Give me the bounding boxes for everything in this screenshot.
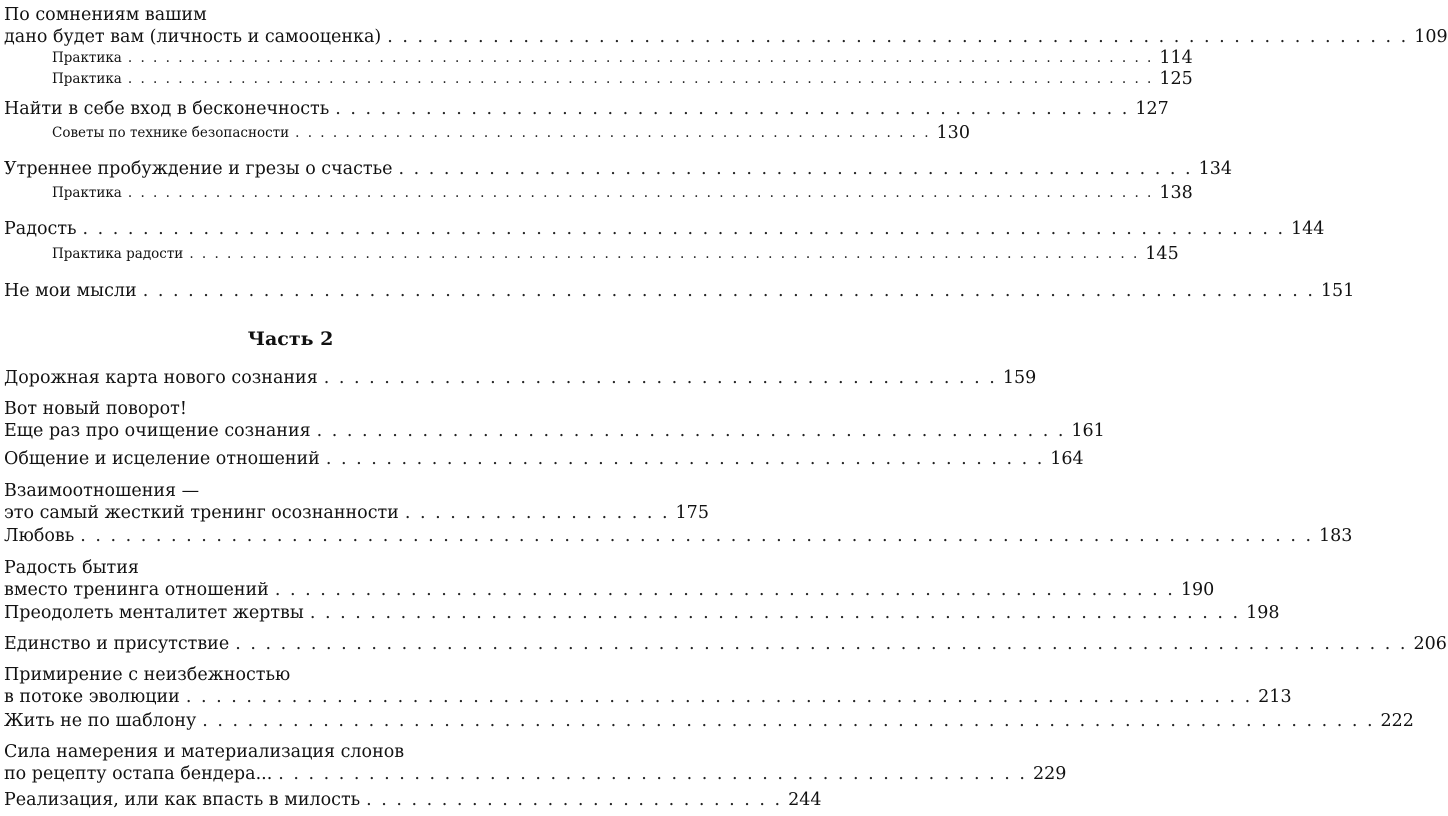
leader-dots: . . . . . . . . . . . . . . . . . . . . . . . . . . . . . . . . . . . . . . . . . . . . . . . . . . . . . . . . . . . . . . . . . . . . . . .: [185, 687, 1253, 707]
toc-entry-title: Еще раз про очищение сознания: [4, 421, 311, 441]
leader-dots: . . . . . . . . . . . . . . . . . . . . . . . . . . . . . . . . . . . . . . . . . . . . . . . . . . . . . . . . . . . . . . . . . . . . . . . . . . . . . . . . . .: [80, 526, 1314, 546]
toc-entry-title: по рецепту остапа бендера...: [4, 764, 273, 784]
part-heading: Часть 2: [247, 328, 334, 350]
toc-entry-title: Практика: [52, 50, 122, 66]
toc-page-number: 190: [1180, 580, 1215, 600]
toc-entry-title: вместо тренинга отношений: [4, 580, 269, 600]
leader-dots: . . . . . . . . . . . . . . . . . . . . . . . . . . . . . . . . . . . . . . . . . . . . . . . . . . .: [295, 125, 931, 141]
toc-entry: [4, 633, 1447, 655]
toc-entry: [4, 602, 1280, 624]
toc-entry-title: Радость: [4, 219, 77, 239]
toc-entry: [4, 710, 1414, 732]
toc-page-number: 159: [1002, 368, 1037, 388]
toc-entry-title: Радость бытия: [4, 558, 139, 578]
leader-dots: . . . . . . . . . . . . . . . . . . . . . . . . . . . . . . . . . . . . . . . . . . . . . . . . . . . . . . . . . . . . . . . . . . . . . . . . . . . . . . . .: [82, 219, 1286, 239]
toc-entry-title-line: [4, 4, 572, 26]
toc-entry-title-line: [4, 26, 1448, 48]
toc-entry-title: Жить не по шаблону: [4, 711, 197, 731]
leader-dots: . . . . . . . . . . . . . . . . . . . . . . . . . . . . . . . . . . . . . . . . . . . . . . . . . . . . . . . . . . . .: [274, 580, 1175, 600]
toc-subentry: [4, 242, 1179, 264]
toc-entry: [4, 480, 709, 524]
toc-entry: [4, 280, 1355, 302]
toc-entry-title: Преодолеть менталитет жертвы: [4, 603, 304, 623]
toc-page-number: 109: [1414, 27, 1448, 47]
toc-entry: [4, 557, 1215, 601]
toc-entry-title: По сомнениям вашим: [4, 5, 207, 25]
toc-page-number: 198: [1246, 603, 1280, 623]
toc-entry: [4, 158, 1232, 180]
toc-entry-title: Сила намерения и материализация слонов: [4, 742, 405, 762]
leader-dots: . . . . . . . . . . . . . . . . . . . . . . . . . . . . . . . . . . . . . . . . . . . . .: [323, 368, 997, 388]
toc-entry-title: Любовь: [4, 526, 75, 546]
leader-dots: . . . . . . . . . . . . . . . . . . . . . . . . . . . . . . . . . . . . . . . . . . . . . . . . . . . . .: [335, 99, 1130, 119]
toc-entry-title: Утреннее пробуждение и грезы о счастье: [4, 159, 393, 179]
toc-page-number: 138: [1159, 183, 1193, 203]
leader-dots: . . . . . . . . . . . . . . . . . . . . . . . . . . . . . . . . . . . . . . . . . . . . . . . . . . . . . . . . . . . . . .: [309, 603, 1241, 623]
toc-page-number: 229: [1032, 764, 1067, 784]
toc-page-number: 151: [1320, 281, 1355, 301]
toc-page-number: 130: [936, 123, 970, 143]
leader-dots: . . . . . . . . . . . . . . . . . . . . . . . . . . . . . . . . . . . . . . . . . . . . . . . . . . . . . . . . . . . . . . . . . . . . . . . . . . . . . . . . . .: [127, 71, 1154, 87]
toc-entry-title: Дорожная карта нового сознания: [4, 368, 318, 388]
leader-dots: . . . . . . . . . . . . . . . . . . . . . . . . . . . .: [366, 790, 783, 810]
toc-subentry: [4, 67, 1193, 89]
toc-entry-title: это самый жесткий тренинг осознанности: [4, 503, 399, 523]
toc-entry: [4, 448, 1084, 470]
toc-entry-title: Единство и присутствие: [4, 634, 230, 654]
toc-entry: [4, 218, 1325, 240]
toc-subentry: [4, 46, 1193, 68]
toc-page-number: 213: [1258, 687, 1292, 707]
toc-page-number: 244: [788, 790, 822, 810]
toc-entry-title: Примирение с неизбежностью: [4, 665, 291, 685]
leader-dots: . . . . . . . . . . . . . . . . . . . . . . . . . . . . . . . . . . . . . . . . . . . . . . . . . . . . . . . . . . . . . . . . . . . . . . . . . . . . . . . . . .: [127, 50, 1154, 66]
toc-entry-title: Практика радости: [52, 246, 184, 262]
leader-dots: . . . . . . . . . . . . . . . . . . . . . . . . . . . . . . . . . . . . . . . . . . . . . . . . . . . . . . . . . . . . . . . . . . . . . . . . . . . . . .: [142, 281, 1315, 301]
toc-entry-title: Практика: [52, 71, 122, 87]
toc-entry: [4, 98, 1169, 120]
toc-page-number: 144: [1291, 219, 1325, 239]
toc-page-number: 164: [1050, 449, 1084, 469]
leader-dots: . . . . . . . . . . . . . . . . . . . . . . . . . . . . . . . . . . . . . . . . . . . . . . . . . .: [316, 421, 1066, 441]
toc-page-number: 206: [1413, 634, 1447, 654]
toc-page-number: 125: [1159, 69, 1193, 89]
toc-page-number: 145: [1145, 244, 1179, 264]
toc-entry-title: Практика: [52, 185, 122, 201]
leader-dots: . . . . . . . . . . . . . . . . . .: [404, 503, 670, 523]
toc-page-number: 175: [675, 503, 709, 523]
toc-entry-title: Реализация, или как впасть в милость: [4, 790, 361, 810]
toc-page-number: 161: [1071, 421, 1105, 441]
toc-entry-title: Найти в себе вход в бесконечность: [4, 99, 330, 119]
toc-page-number: 127: [1135, 99, 1169, 119]
toc-subentry: [4, 181, 1193, 203]
toc-entry-title: дано будет вам (личность и самооценка): [4, 27, 382, 47]
toc-page-number: 114: [1159, 48, 1193, 68]
leader-dots: . . . . . . . . . . . . . . . . . . . . . . . . . . . . . . . . . . . . . . . . . . . . . . . . . . . . . . . . . . . . . . . . . . . . . . . . . . . . . . . . . .: [127, 185, 1154, 201]
leader-dots: . . . . . . . . . . . . . . . . . . . . . . . . . . . . . . . . . . . . . . . . . . . . . . . . . . . . . . . . . . . . . . . . . . . . . . . . . . . . . .: [235, 634, 1408, 654]
leader-dots: . . . . . . . . . . . . . . . . . . . . . . . . . . . . . . . . . . . . . . . . . . . . . . . . . . . . .: [398, 159, 1193, 179]
toc-entry-title: Не мои мысли: [4, 281, 137, 301]
toc-entry-title: Общение и исцеление отношений: [4, 449, 320, 469]
toc-subentry: [4, 121, 970, 143]
toc-entry: [4, 664, 1292, 708]
toc-entry: [4, 4, 1448, 48]
toc-entry: [4, 525, 1353, 547]
toc-entry: [4, 398, 1105, 442]
leader-dots: . . . . . . . . . . . . . . . . . . . . . . . . . . . . . . . . . . . . . . . . . . . . . . . .: [325, 449, 1045, 469]
leader-dots: . . . . . . . . . . . . . . . . . . . . . . . . . . . . . . . . . . . . . . . . . . . . . . . . . . . . . . . . . . . . . . . . . . . . . . . . . . . .: [189, 246, 1140, 262]
toc-page-number: 134: [1198, 159, 1232, 179]
leader-dots: . . . . . . . . . . . . . . . . . . . . . . . . . . . . . . . . . . . . . . . . . . . . . . . . . . . . . . . . . . . . . . . . . . . . . . . . . . . . . .: [202, 711, 1375, 731]
toc-entry: [4, 789, 822, 811]
toc-entry-title: в потоке эволюции: [4, 687, 180, 707]
toc-page-number: 183: [1319, 526, 1353, 546]
toc-entry-title: Вот новый поворот!: [4, 399, 187, 419]
toc-page-number: 222: [1380, 711, 1414, 731]
leader-dots: . . . . . . . . . . . . . . . . . . . . . . . . . . . . . . . . . . . . . . . . . . . . . . . . . .: [278, 764, 1027, 784]
toc-entry-title: Взаимоотношения —: [4, 481, 200, 501]
toc-entry: [4, 367, 1037, 389]
toc-entry-title: Советы по технике безопасности: [52, 125, 290, 141]
toc-entry: [4, 741, 1067, 785]
leader-dots: . . . . . . . . . . . . . . . . . . . . . . . . . . . . . . . . . . . . . . . . . . . . . . . . . . . . . . . . . . . . . . . . . . . .: [387, 27, 1409, 47]
